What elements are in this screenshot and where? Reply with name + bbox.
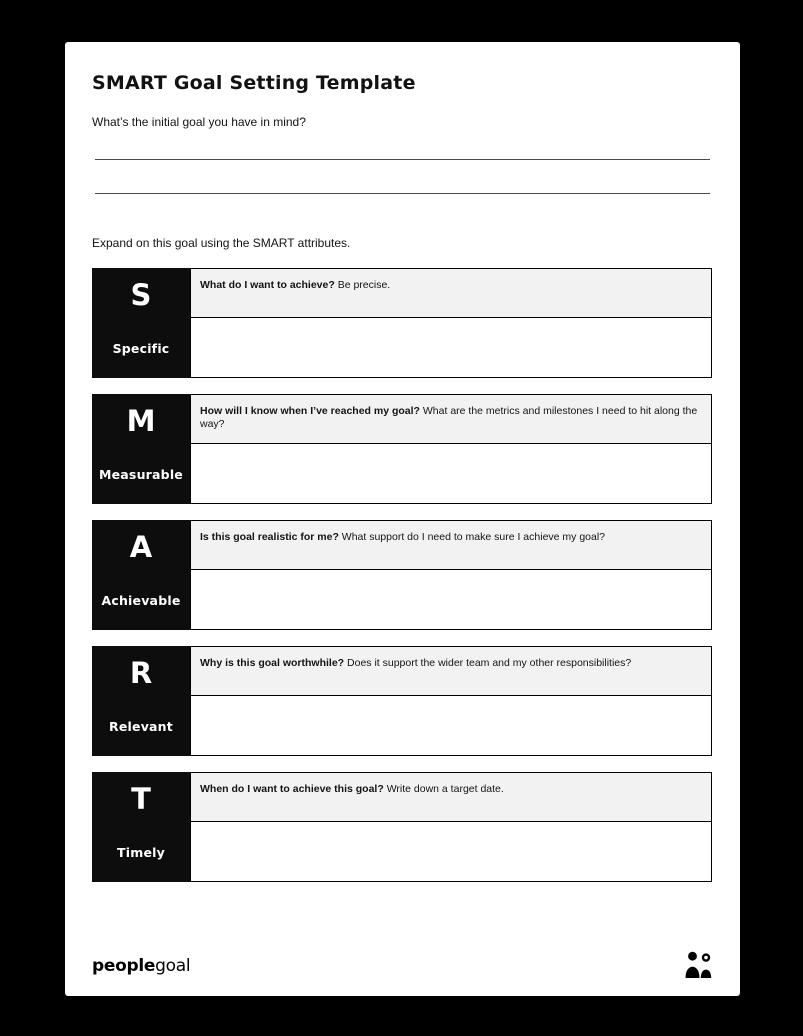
smart-row-relevant bbox=[92, 646, 712, 756]
smart-letter-r: R bbox=[129, 656, 153, 690]
answer-area-specific[interactable] bbox=[190, 318, 712, 378]
smart-word-achievable: Achievable bbox=[101, 593, 181, 608]
question-rest-timely: Write down a target date. bbox=[386, 783, 504, 795]
peoplegoal-wordmark-regular: goal bbox=[155, 956, 191, 976]
answer-area-relevant[interactable] bbox=[190, 696, 712, 756]
question-row-achievable bbox=[190, 520, 712, 570]
question-rest-specific: Be precise. bbox=[337, 279, 391, 291]
question-rest-relevant: Does it support the wider team and my other responsibilities? bbox=[347, 657, 632, 669]
smart-word-specific: Specific bbox=[112, 341, 170, 356]
smart-letter-m: M bbox=[126, 404, 156, 438]
expand-instruction: Expand on this goal using the SMART attributes. bbox=[92, 236, 351, 250]
smart-letter-t: T bbox=[131, 782, 151, 816]
initial-goal-line-2[interactable] bbox=[95, 193, 710, 194]
question-rest-measurable: What are the metrics and milestones I need to hit along the way? bbox=[200, 405, 698, 430]
question-bold-timely: When do I want to achieve this goal? bbox=[200, 783, 384, 795]
answer-area-timely[interactable] bbox=[190, 822, 712, 882]
question-row-timely bbox=[190, 772, 712, 822]
smart-letter-s: S bbox=[130, 278, 152, 312]
answer-area-measurable[interactable] bbox=[190, 444, 712, 504]
two-people-icon bbox=[684, 951, 714, 978]
question-row-measurable bbox=[190, 394, 712, 444]
smart-row-timely bbox=[92, 772, 712, 882]
page-title: SMART Goal Setting Template bbox=[92, 72, 416, 94]
letter-box-specific bbox=[92, 268, 190, 378]
initial-goal-line-1[interactable] bbox=[95, 159, 710, 160]
letter-box-timely bbox=[92, 772, 190, 882]
question-bold-relevant: Why is this goal worthwhile? bbox=[200, 657, 345, 669]
peoplegoal-wordmark bbox=[92, 956, 190, 976]
question-rest-achievable: What support do I need to make sure I achieve my goal? bbox=[341, 531, 606, 543]
peoplegoal-wordmark-bold: people bbox=[92, 956, 156, 976]
question-row-specific bbox=[190, 268, 712, 318]
question-bold-specific: What do I want to achieve? bbox=[200, 279, 335, 291]
question-row-relevant bbox=[190, 646, 712, 696]
template-page bbox=[65, 42, 740, 996]
smart-word-measurable: Measurable bbox=[98, 467, 183, 482]
smart-row-achievable bbox=[92, 520, 712, 630]
answer-area-achievable[interactable] bbox=[190, 570, 712, 630]
letter-box-measurable bbox=[92, 394, 190, 504]
smart-word-timely: Timely bbox=[117, 845, 165, 860]
smart-letter-a: A bbox=[129, 530, 153, 564]
smart-word-relevant: Relevant bbox=[109, 719, 173, 734]
question-bold-achievable: Is this goal realistic for me? bbox=[200, 531, 339, 543]
smart-rows bbox=[92, 268, 712, 882]
letter-box-relevant bbox=[92, 646, 190, 756]
smart-row-specific bbox=[92, 268, 712, 378]
initial-goal-question: What’s the initial goal you have in mind? bbox=[92, 115, 306, 129]
question-bold-measurable: How will I know when I’ve reached my goal? bbox=[200, 405, 420, 417]
letter-box-achievable bbox=[92, 520, 190, 630]
smart-row-measurable bbox=[92, 394, 712, 504]
